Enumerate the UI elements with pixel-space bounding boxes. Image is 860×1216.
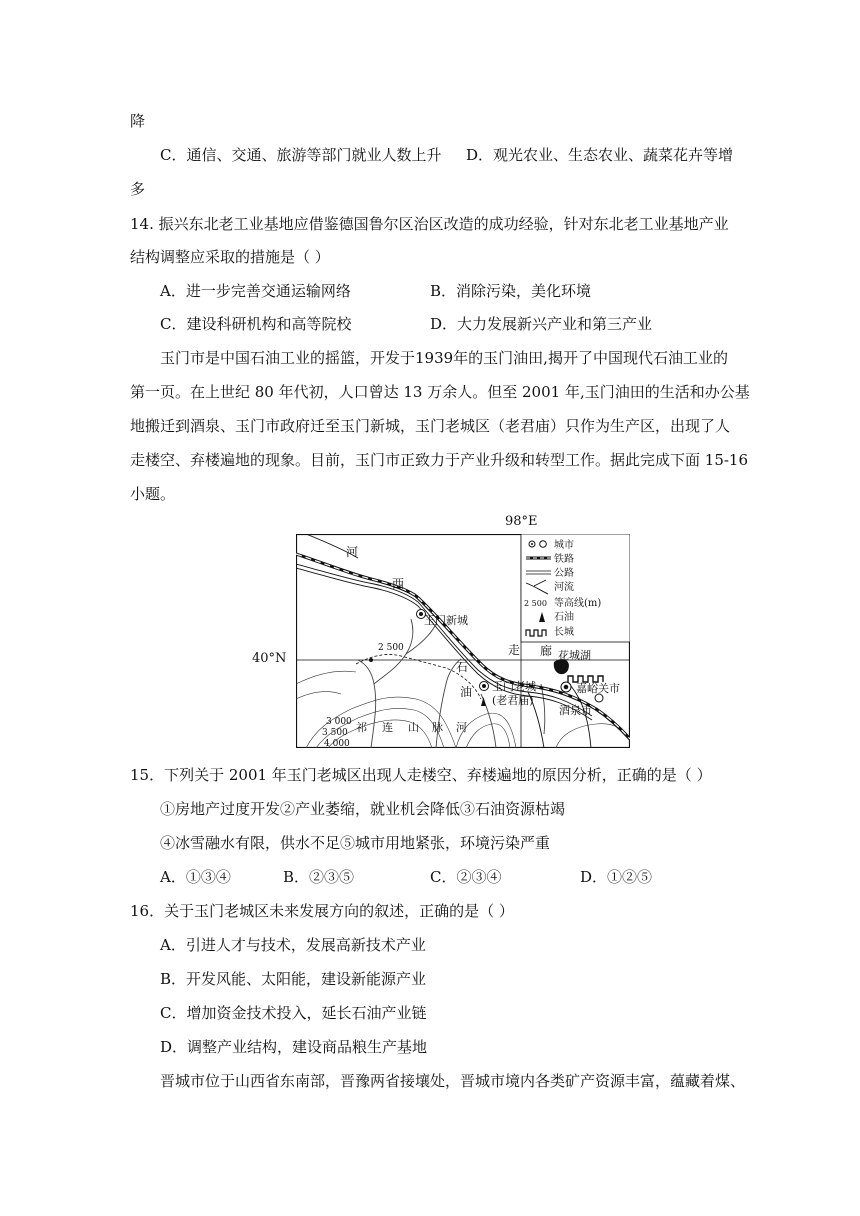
svg-text:玉门老城: 玉门老城 [492,680,536,693]
q16-option-a: A．引进人才与技术，发展高新技术产业 [160,936,426,954]
q16-option-d: D．调整产业结构，建设商品粮生产基地 [160,1038,428,1056]
svg-text:脉: 脉 [432,721,443,734]
svg-text:等高线(m): 等高线(m) [554,598,602,609]
svg-text:长城: 长城 [554,627,574,638]
q16-option-b: B．开发风能、太阳能，建设新能源产业 [160,970,427,988]
option-c: C．通信、交通、旅游等部门就业人数上升 [160,146,442,164]
svg-text:玉门新城: 玉门新城 [424,614,468,627]
text-line: 降 [130,112,146,130]
passage-line: 地搬迁到酒泉、玉门市政府迁至玉门新城，玉门老城区（老君庙）只作为生产区，出现了人 [130,417,731,435]
passage-line: 晋城市位于山西省东南部，晋豫两省接壤处，晋城市境内各类矿产资源丰富，蕴藏着煤、 [160,1072,746,1090]
q15-statement: ④冰雪融水有限，供水不足⑤城市用地紧张，环境污染严重 [160,834,551,852]
svg-text:河: 河 [456,721,467,734]
q15-option-a: A．①③④ [160,868,231,886]
svg-text:2 500: 2 500 [524,599,547,608]
svg-text:嘉峪关市: 嘉峪关市 [576,682,620,695]
svg-text:城市: 城市 [554,540,574,551]
yumen-map [296,534,630,748]
passage-line: 玉门市是中国石油工业的摇篮，开发于1939年的玉门油田,揭开了中国现代石油工业的 [160,349,728,367]
svg-text:连: 连 [382,721,393,734]
q15-statement: ①房地产过度开发②产业萎缩，就业机会降低③石油资源枯竭 [160,800,566,818]
question-15: 15．下列关于 2001 年玉门老城区出现人走楼空、弃楼遍地的原因分析，正确的是（ ） [130,766,712,784]
passage-line: 第一页。在上世纪 80 年代初，人口曾达 13 万余人。但至 2001 年,玉门油田的生活和办公基 [130,383,750,401]
svg-text:公路: 公路 [554,568,574,579]
svg-text:走: 走 [508,643,521,657]
svg-text:酒泉市: 酒泉市 [559,704,592,717]
question-14: 14. 振兴东北老工业基地应借鉴德国鲁尔区治区改造的成功经验，针对东北老工业基地产业 [130,215,729,233]
text-line: 多 [130,180,146,198]
q14-option-c: C．建设科研机构和高等院校 [160,315,352,333]
svg-text:3 000: 3 000 [326,717,352,727]
svg-text:廊: 廊 [540,644,553,658]
svg-text:花城湖: 花城湖 [558,649,591,662]
q16-option-c: C．增加资金技术投入，延长石油产业链 [160,1004,427,1022]
question-14-cont: 结构调整应采取的措施是（ ） [130,248,330,266]
q15-option-b: B．②③⑤ [283,868,355,886]
svg-text:油: 油 [460,685,473,699]
svg-text:4 000: 4 000 [324,739,350,748]
q14-option-a: A．进一步完善交通运输网络 [160,282,351,300]
q14-option-b: B．消除污染，美化环境 [430,282,592,300]
svg-text:3 500: 3 500 [322,728,348,738]
svg-text:河: 河 [346,545,359,559]
q15-option-c: C．②③④ [430,868,502,886]
latitude-label: 40°N [252,651,287,666]
svg-text:铁路: 铁路 [554,554,574,565]
svg-text:石: 石 [456,660,469,674]
option-d: D．观光农业、生态农业、蔬菜花卉等增 [466,146,734,164]
passage-line: 走楼空、弃楼遍地的现象。目前，玉门市正致力于产业升级和转型工作。据此完成下面 15-16 [130,451,749,469]
longitude-label: 98°E [505,514,538,529]
svg-text:(老君庙): (老君庙) [492,694,534,707]
q14-option-d: D．大力发展新兴产业和第三产业 [430,315,653,333]
svg-text:河流: 河流 [554,582,574,593]
svg-text:祁: 祁 [356,721,367,734]
passage-line: 小题。 [130,485,176,503]
svg-text:山: 山 [408,721,419,734]
q15-option-d: D．①②⑤ [580,868,653,886]
svg-text:2 500: 2 500 [378,643,404,653]
svg-text:西: 西 [392,577,405,591]
svg-text:石油: 石油 [554,612,574,623]
question-16: 16．关于玉门老城区未来发展方向的叙述，正确的是（ ） [130,902,514,920]
